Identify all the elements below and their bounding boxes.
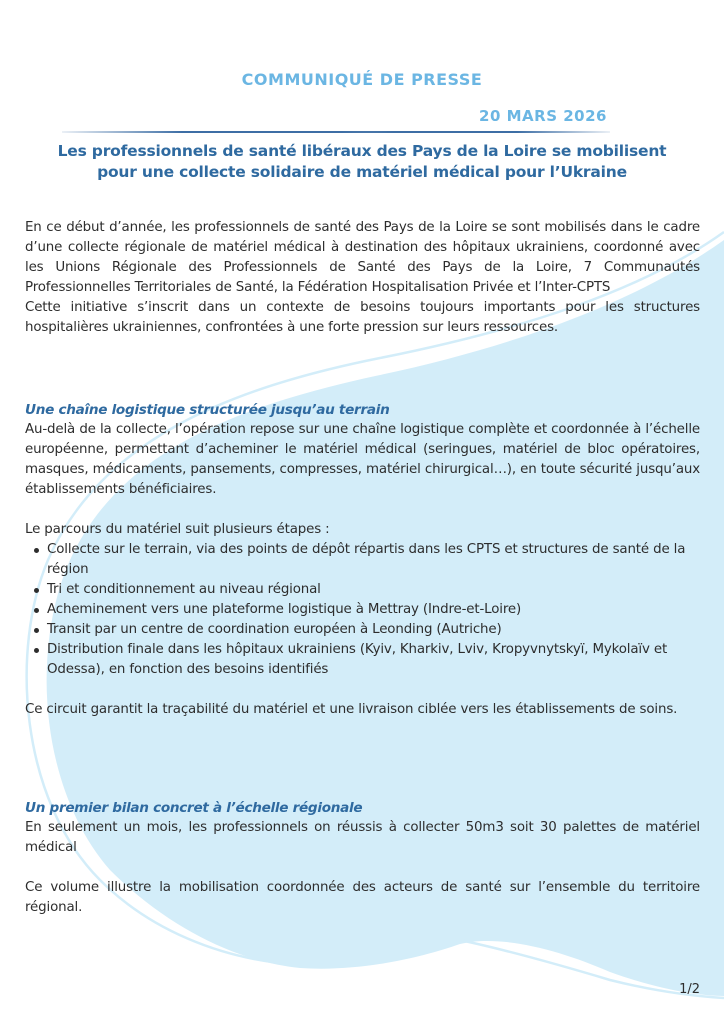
headline-line-2: pour une collecte solidaire de matériel médical pour l’Ukraine	[97, 163, 627, 181]
bullet-icon	[34, 548, 39, 553]
steps-list	[25, 540, 700, 680]
logistics-conclusion: Ce circuit garantit la traçabilité du matériel et une livraison ciblée vers les établissements de soins.	[25, 702, 678, 717]
step-text: Distribution finale dans les hôpitaux ukrainiens (Kyiv, Kharkiv, Lviv, Kropyvnytskyï, Mykolaïv et Odessa), en fonction des besoins identifiés	[47, 642, 668, 677]
headline	[40, 141, 684, 183]
press-release-label: COMMUNIQUÉ DE PRESSE	[241, 70, 483, 89]
results-section	[25, 798, 700, 918]
intro-section	[25, 218, 700, 338]
step-item	[25, 580, 700, 600]
logistics-paragraph: Au-delà de la collecte, l’opération repose sur une chaîne logistique complète et coordonnée à l’échelle européenne, permettant d’acheminer le matériel médical (seringues, matériel de bloc opératoires, masques, médicaments, pansements, compresses, matériel chirurgical…), en toute sécurité jusqu’aux établissements bénéficiaires.	[25, 422, 700, 497]
step-text: Collecte sur le terrain, via des points de dépôt répartis dans les CPTS et structures de santé de la région	[47, 542, 686, 577]
step-item	[25, 540, 700, 580]
step-text: Acheminement vers une plateforme logistique à Mettray (Indre-et-Loire)	[47, 602, 522, 617]
header-divider-right	[300, 131, 610, 133]
section-title-logistics: Une chaîne logistique structurée jusqu’au terrain	[25, 402, 390, 418]
step-item	[25, 600, 700, 620]
step-text: Transit par un centre de coordination européen à Leonding (Autriche)	[47, 622, 502, 637]
intro-paragraph-2: Cette initiative s’inscrit dans un contexte de besoins toujours importants pour les structures hospitalières ukrainiennes, confrontées à une forte pression sur leurs ressources.	[25, 300, 700, 335]
section-title-results: Un premier bilan concret à l’échelle régionale	[25, 800, 363, 816]
bullet-icon	[34, 588, 39, 593]
step-item	[25, 620, 700, 640]
steps-intro: Le parcours du matériel suit plusieurs étapes :	[25, 522, 330, 537]
bullet-icon	[34, 628, 39, 633]
results-paragraph-1: En seulement un mois, les professionnels on réussis à collecter 50m3 soit 30 palettes de matériel médical	[25, 820, 700, 855]
intro-paragraph-1: En ce début d’année, les professionnels de santé des Pays de la Loire se sont mobilisés dans le cadre d’une collecte régionale de matériel médical à destination des hôpitaux ukrainiens, coordonné avec les Unions Régionale des Professionnels de Santé des Pays de la Loire, 7 Communautés Professionnelles Territoriales de Santé, la Fédération Hospitalisation Privée et l’Inter-CPTS	[25, 220, 700, 295]
bullet-icon	[34, 648, 39, 653]
results-paragraph-2: Ce volume illustre la mobilisation coordonnée des acteurs de santé sur l’ensemble du territoire régional.	[25, 880, 700, 915]
headline-line-1: Les professionnels de santé libéraux des Pays de la Loire se mobilisent	[57, 142, 667, 160]
step-text: Tri et conditionnement au niveau régional	[47, 582, 321, 597]
step-item	[25, 640, 700, 680]
release-date: 20 MARS 2026	[479, 107, 607, 125]
logistics-section	[25, 400, 700, 720]
page-number: 1/2	[679, 982, 700, 997]
bullet-icon	[34, 608, 39, 613]
